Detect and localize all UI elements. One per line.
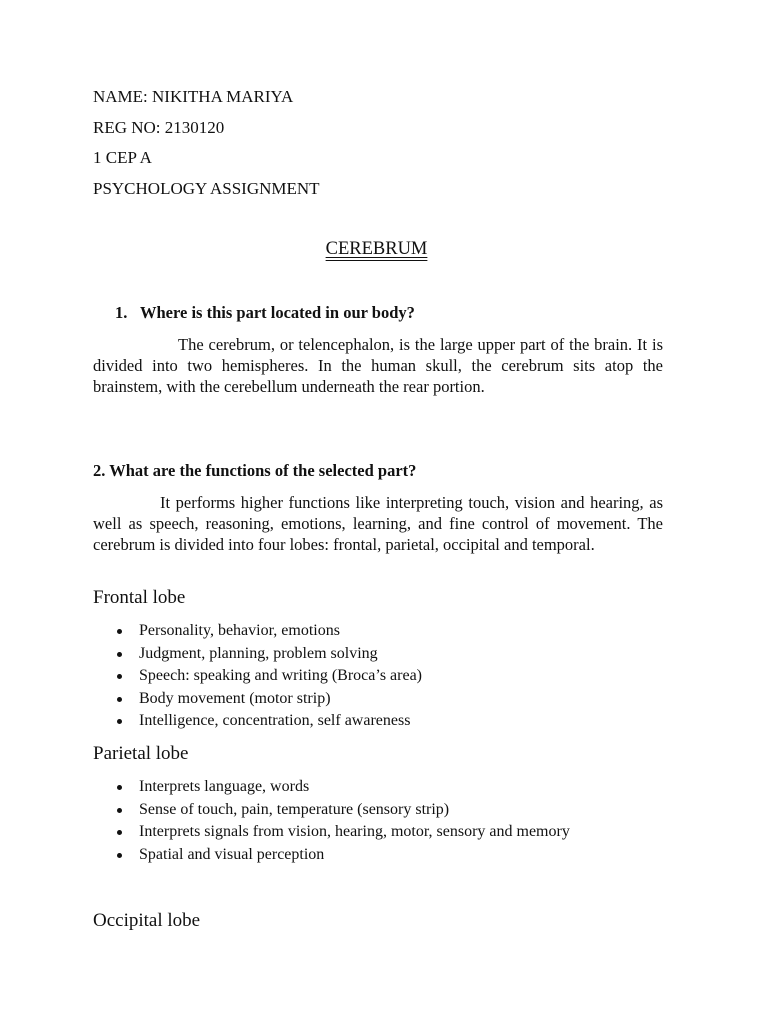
question-2-answer [93, 492, 663, 555]
list-item: Sense of touch, pain, temperature (sensory strip) [115, 799, 570, 822]
document-title: CEREBRUM [325, 239, 428, 259]
list-item: Interprets language, words [115, 776, 570, 799]
frontal-lobe-heading: Frontal lobe [93, 587, 186, 608]
question-2-heading: 2. What are the functions of the selected part? [93, 461, 417, 480]
frontal-lobe-list [115, 620, 422, 733]
occipital-lobe-heading: Occipital lobe [93, 910, 201, 931]
list-item: Spatial and visual perception [115, 844, 570, 867]
question-1-answer [93, 334, 663, 397]
list-item: Interprets signals from vision, hearing, motor, sensory and memory [115, 821, 570, 844]
list-item: Speech: speaking and writing (Broca’s area) [115, 665, 422, 688]
parietal-lobe-heading: Parietal lobe [93, 743, 189, 764]
question-1-number: 1. [115, 303, 128, 322]
student-name: NAME: NIKITHA MARIYA [93, 87, 294, 106]
parietal-lobe-list [115, 776, 570, 866]
registration-number: REG NO: 2130120 [93, 118, 225, 137]
list-item: Judgment, planning, problem solving [115, 643, 422, 666]
question-1-heading: Where is this part located in our body? [140, 303, 415, 322]
assignment-label: PSYCHOLOGY ASSIGNMENT [93, 179, 320, 198]
list-item: Intelligence, concentration, self awareness [115, 710, 422, 733]
question-2-answer-text: It performs higher functions like interpreting touch, vision and hearing, as well as speech, reasoning, emotions, learning, and fine control of movement. The cerebrum is divided into four lobes: frontal, parietal, occipital and temporal. [93, 493, 663, 554]
question-1-answer-text: The cerebrum, or telencephalon, is the large upper part of the brain. It is divided into two hemispheres. In the human skull, the cerebrum sits atop the brainstem, with the cerebellum underneath the rear portion. [93, 335, 663, 396]
list-item: Body movement (motor strip) [115, 688, 422, 711]
list-item: Personality, behavior, emotions [115, 620, 422, 643]
class-label: 1 CEP A [93, 148, 152, 167]
